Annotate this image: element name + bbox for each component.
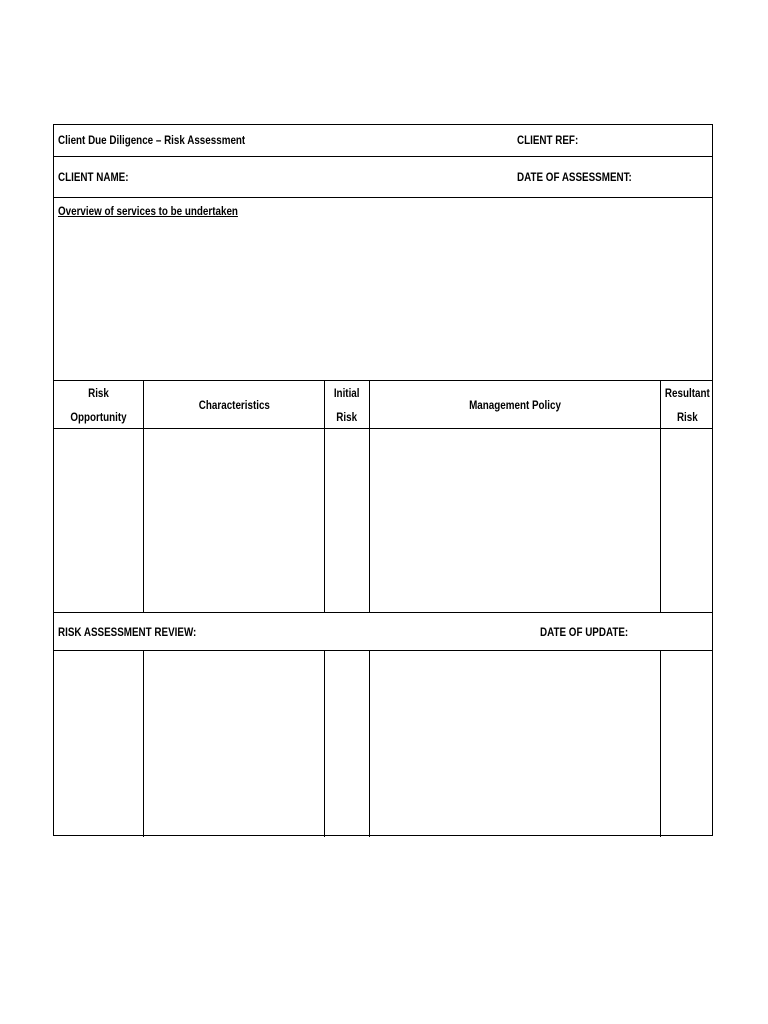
column-divider [143,650,144,837]
row-divider [54,650,712,651]
row-divider [54,612,712,613]
form-title: Client Due Diligence – Risk Assessment [58,133,246,147]
column-header-characteristics: Characteristics [198,397,270,412]
column-divider [660,650,661,837]
risk-assessment-review-label: RISK ASSESSMENT REVIEW: [58,625,197,639]
row-divider [54,197,712,198]
row-divider [54,156,712,157]
column-divider [369,650,370,837]
date-of-assessment-label: DATE OF ASSESSMENT: [517,170,632,184]
risk-assessment-form [53,124,713,836]
column-header-risk-opportunity: Risk Opportunity [70,385,127,424]
column-divider [324,650,325,837]
column-header-resultant-risk: Resultant Risk [664,385,710,424]
column-header-initial-risk: Initial Risk [334,385,360,424]
overview-label: Overview of services to be undertaken [58,204,238,218]
client-ref-label: CLIENT REF: [517,133,579,147]
client-name-label: CLIENT NAME: [58,170,129,184]
column-header-management-policy: Management Policy [469,397,561,412]
row-divider [54,428,712,429]
date-of-update-label: DATE OF UPDATE: [540,625,629,639]
